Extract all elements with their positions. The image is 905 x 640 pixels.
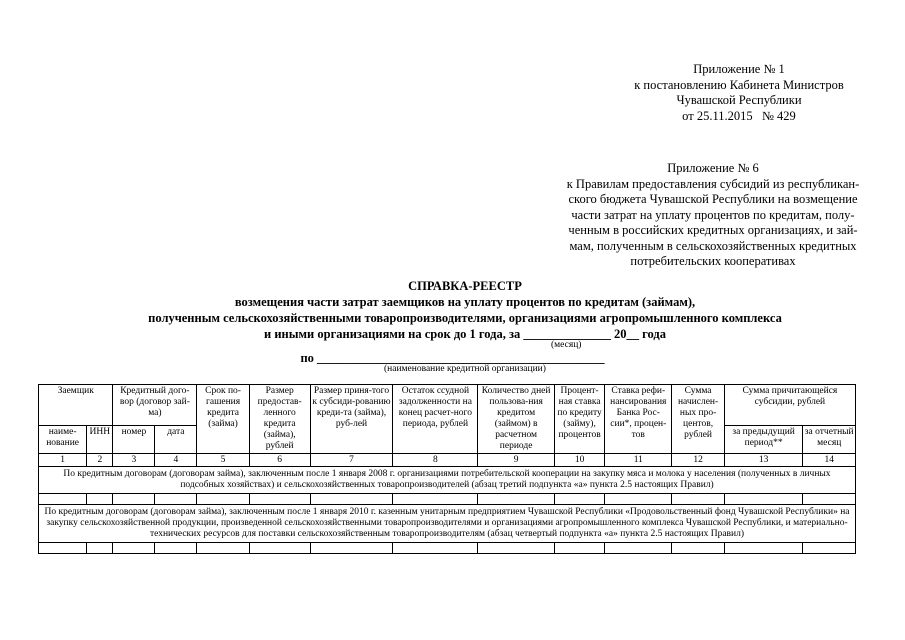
col-number: 5 <box>197 454 249 467</box>
appendix-6-header <box>548 161 878 270</box>
empty-cell <box>803 543 856 554</box>
empty-row <box>39 494 856 505</box>
th-credit-contract: Кредитный дого-вор (договор зай-ма) <box>113 385 197 426</box>
empty-cell <box>310 494 393 505</box>
empty-cell <box>724 494 803 505</box>
empty-cell <box>605 543 672 554</box>
col-number: 10 <box>554 454 604 467</box>
title-line-4: и иными организациями на срок до 1 года, за ______________ 20__ года <box>264 327 666 341</box>
section-1-text: По кредитным договорам (договорам займа), заключенным после 1 января 2008 г. организациями потребительской кооперации на закупку мяса и молока у населения (полученных в личных подсобных хозяйствах) и сельскохозяйственных товаропроизводителей (абзац третий подпункта «а» пункта 2.5 настоящих Правил) <box>39 467 856 494</box>
empty-cell <box>554 494 604 505</box>
appendix-6-line-2: к Правилам предоставления субсидий из республикан- <box>566 176 860 191</box>
th-days: Количество дней пользова-ния кредитом (займом) в расчетном периоде <box>478 385 555 454</box>
appendix-6-line-7: потребительских кооперативах <box>630 254 796 268</box>
header-row-1 <box>39 385 856 426</box>
empty-cell <box>249 494 310 505</box>
empty-cell <box>197 494 249 505</box>
col-number: 1 <box>39 454 87 467</box>
empty-cell <box>672 494 724 505</box>
empty-cell <box>39 494 87 505</box>
org-name-hint: (наименование кредитной организации) <box>384 364 546 374</box>
month-hint: (месяц) <box>551 340 582 350</box>
th-date: дата <box>155 425 197 453</box>
title-line-3: полученным сельскохозяйственными товаропроизводителями, организациями агропромышленного комплекса <box>148 311 782 325</box>
col-number: 7 <box>310 454 393 467</box>
th-number: номер <box>113 425 155 453</box>
th-rate: Процент-ная ставка по кредиту (займу), процентов <box>554 385 604 454</box>
appendix-6-line-5: ченным в российских кредитных организациях, и зай- <box>568 223 858 237</box>
col-number: 3 <box>113 454 155 467</box>
column-number-row <box>39 454 856 467</box>
empty-cell <box>803 494 856 505</box>
empty-cell <box>554 543 604 554</box>
appendix-1-line-4: от 25.11.2015 № 429 <box>682 108 796 123</box>
appendix-1-header <box>604 62 874 124</box>
th-accrued: Сумма начислен-ных про-центов, рублей <box>672 385 724 454</box>
empty-cell <box>393 494 478 505</box>
empty-cell <box>113 494 155 505</box>
appendix-6-line-4: части затрат на уплату процентов по кредитам, полу- <box>571 207 855 222</box>
col-number: 2 <box>87 454 113 467</box>
col-number: 12 <box>672 454 724 467</box>
empty-cell <box>87 543 113 554</box>
th-inn: ИНН <box>87 425 113 453</box>
empty-cell <box>310 543 393 554</box>
col-number: 6 <box>249 454 310 467</box>
empty-cell <box>478 543 555 554</box>
empty-cell <box>724 543 803 554</box>
empty-cell <box>87 494 113 505</box>
section-2-text: По кредитным договорам (договорам займа), заключенным после 1 января 2010 г. казенным унитарным предприятием Чувашской Республики «Продовольственный фонд Чувашской Республики» на закупку сельскохозяйственной продукции, произведенной сельскохозяйственными товаропроизводителями и организациями агропромышленного комплекса Чувашской Республики, и материально-технических ресурсов для поставки сельскохозяйственным товаропроизводителям (абзац четвертый подпункта «а» пункта 2.5 настоящих Правил) <box>39 505 856 543</box>
document-title: СПРАВКА-РЕЕСТР <box>408 279 522 293</box>
appendix-1-line-1: Приложение № 1 <box>693 62 785 76</box>
th-name: наиме-нование <box>39 425 87 453</box>
empty-cell <box>155 543 197 554</box>
appendix-6-line-1: Приложение № 6 <box>667 161 759 175</box>
th-subsidy: Сумма причитающейся субсидии, рублей <box>724 385 855 426</box>
th-borrower: Заемщик <box>39 385 113 426</box>
appendix-1-line-3: Чувашской Республики <box>676 93 802 107</box>
section-1-row <box>39 467 856 494</box>
registry-table <box>38 384 856 554</box>
th-term: Срок по-гашения кредита (займа) <box>197 385 249 454</box>
title-line-2: возмещения части затрат заемщиков на уплату процентов по кредитам (займам), <box>234 295 696 309</box>
th-amount: Размер предостав-ленного кредита (займа), рублей <box>249 385 310 454</box>
empty-cell <box>605 494 672 505</box>
col-number: 11 <box>605 454 672 467</box>
appendix-1-line-2: к постановлению Кабинета Министров <box>634 77 844 92</box>
appendix-6-line-6: мам, полученным в сельскохозяйственных кредитных <box>569 238 857 253</box>
col-number: 14 <box>803 454 856 467</box>
col-number: 4 <box>155 454 197 467</box>
col-number: 9 <box>478 454 555 467</box>
empty-cell <box>39 543 87 554</box>
th-balance: Остаток ссудной задолженности на конец расчет-ного периода, рублей <box>393 385 478 454</box>
empty-cell <box>393 543 478 554</box>
empty-cell <box>113 543 155 554</box>
th-prev-period: за предыдущий период** <box>724 425 803 453</box>
appendix-6-line-3: ского бюджета Чувашской Республики на возмещение <box>568 192 858 206</box>
col-number: 13 <box>724 454 803 467</box>
empty-cell <box>249 543 310 554</box>
empty-row <box>39 543 856 554</box>
th-refi: Ставка рефи-нансирования Банка Рос-сии*, процен-тов <box>605 385 672 454</box>
empty-cell <box>478 494 555 505</box>
empty-cell <box>672 543 724 554</box>
col-number: 8 <box>393 454 478 467</box>
empty-cell <box>155 494 197 505</box>
by-org-line: по ______________________________________________ <box>300 351 605 365</box>
empty-cell <box>197 543 249 554</box>
th-report-month: за отчетный месяц <box>803 425 856 453</box>
section-2-row <box>39 505 856 543</box>
th-subsidized: Размер приня-того к субсиди-рованию креди-та (займа), руб-лей <box>310 385 393 454</box>
